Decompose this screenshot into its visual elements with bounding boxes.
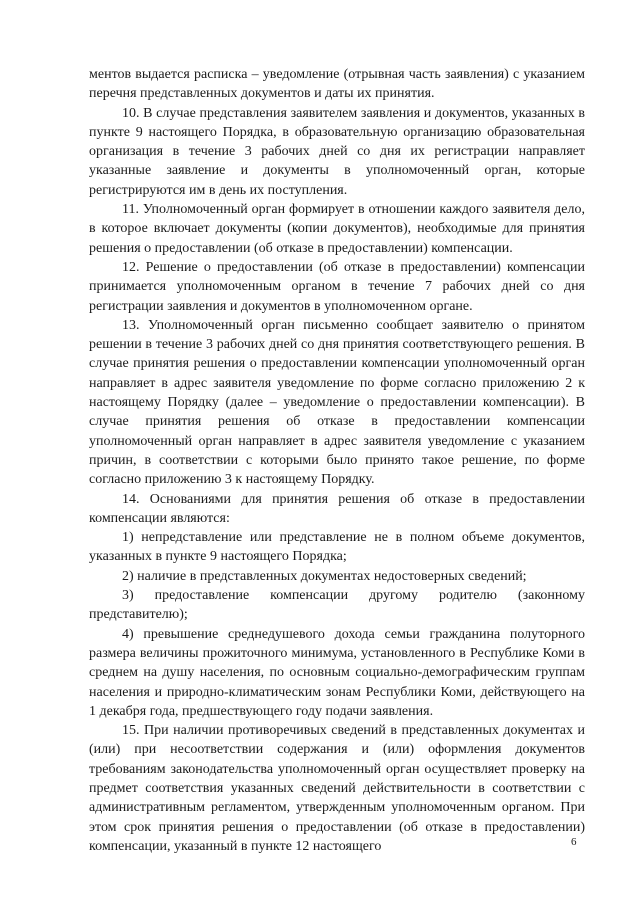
paragraph-item-10: 10. В случае представления заявителем заявления и документов, указанных в пункте 9 настоящего Порядка, в образовательную организацию образовательная организация в течение 3 рабочих дней со дня их регистрации направляет указанные заявление и документы в уполномоченный орган, которые регистрируются им в день их поступления.: [89, 105, 585, 198]
paragraph-continuation: ментов выдается расписка – уведомление (отрывная часть заявления) с указанием перечня представленных документов и даты их принятия.: [89, 67, 585, 102]
list-item-1: 1) непредставление или представление не в полном объеме документов, указанных в пункте 9 настоящего Порядка;: [89, 530, 585, 565]
paragraph-item-12: 12. Решение о предоставлении (об отказе в предоставлении) компенсации принимается уполномоченным органом в течение 7 рабочих дней со дня регистрации заявления и документов в уполномоченном органе.: [89, 259, 585, 314]
document-body: [89, 65, 585, 856]
list-item-4: 4) превышение среднедушевого дохода семьи гражданина полуторного размера величины прожиточного минимума, установленного в Республике Коми в среднем на душу населения, по основным социально-демографическим группам населения и природно-климатическим зонам Республики Коми, действующего на 1 декабря года, предшествующего году подачи заявления.: [89, 626, 585, 719]
paragraph-item-11: 11. Уполномоченный орган формирует в отношении каждого заявителя дело, в которое включает документы (копии документов), необходимые для принятия решения о предоставлении (об отказе в предоставлении) компенсации.: [89, 202, 585, 256]
paragraph-item-13: 13. Уполномоченный орган письменно сообщает заявителю о принятом решении в течение 3 рабочих дней со дня принятия соответствующего решения. В случае принятия решения о предоставлении компенсации уполномоченный орган направляет в адрес заявителя уведомление по форме согласно приложению 2 к настоящему Порядку (далее – уведомление о предоставлении компенсации). В случае принятия решения об отказе в предоставлении компенсации уполномоченный орган направляет в адрес заявителя уведомление с указанием причин, в соответствии с которыми было принято такое решение, по форме согласно приложению 3 к настоящему Порядку.: [89, 317, 585, 488]
paragraph-item-15: 15. При наличии противоречивых сведений в представленных документах и (или) при несоответствии содержания и (или) оформления документов требованиям законодательства уполномоченный орган осуществляет проверку на предмет соответствия указанных сведений действительности в соответствии с административным регламентом, утвержденным уполномоченным органом. При этом срок принятия решения о предоставлении (об отказе в предоставлении) компенсации, указанный в пункте 12 настоящего: [89, 723, 585, 854]
page-number: 6: [571, 836, 577, 848]
list-item-3: 3) предоставление компенсации другому родителю (законному представителю);: [89, 588, 585, 623]
list-item-2: 2) наличие в представленных документах недостоверных сведений;: [122, 568, 527, 584]
paragraph-item-14: 14. Основаниями для принятия решения об отказе в предоставлении компенсации являются:: [89, 491, 585, 526]
